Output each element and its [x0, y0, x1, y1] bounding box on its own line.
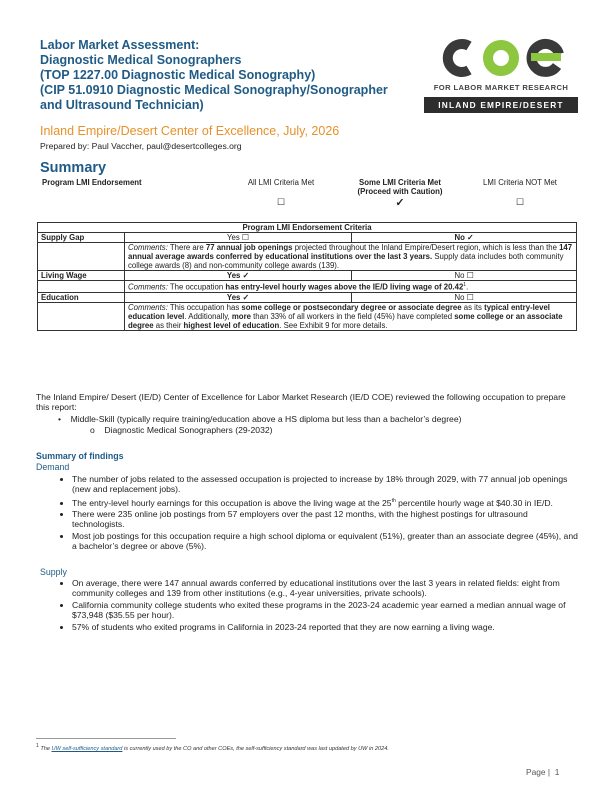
- demand-heading: Demand: [36, 462, 70, 472]
- title-line: (TOP 1227.00 Diagnostic Medical Sonography): [40, 68, 316, 82]
- education-comment-row: [38, 302, 577, 330]
- list-item: • California community college students who exited these programs in the 2023-24 academic year earned a median annual wage of $73,948 ($35.55 per hour).: [72, 600, 582, 621]
- option-not-met: LMI Criteria NOT Met ☐: [470, 178, 570, 208]
- comment-cell: Comments: There are 77 annual job openings projected throughout the Inland Empire/Desert region, which is less than the 147 annual average awards conferred by educational institutions over the last 3 years. Supply data includes both community college awards (8) and non-community college awards (139).: [125, 243, 577, 271]
- footnote-divider: [36, 738, 176, 739]
- title-line: and Ultrasound Technician): [40, 98, 204, 112]
- uw-standard-link[interactable]: UW self-sufficiency standard: [51, 745, 123, 752]
- table-header-row: [38, 223, 577, 233]
- title-line: Labor Market Assessment:: [40, 38, 200, 52]
- yes-cell: Yes ✓: [125, 271, 352, 281]
- no-cell: No ✓: [352, 233, 577, 243]
- no-cell: No ☐: [352, 292, 577, 302]
- supply-gap-comment-row: [38, 243, 577, 271]
- living-wage-row: [38, 271, 577, 281]
- option-all-met: All LMI Criteria Met ☐: [236, 178, 326, 208]
- criteria-table: [37, 222, 577, 331]
- comment-cell: Comments: This occupation has some college or postsecondary degree or associate degree as its typical entry-level education level. Additionally, more than 33% of all workers in the field (45%) have completed some college or an associate degree as their highest level of education. See Exhibit 9 for more details.: [125, 302, 577, 330]
- yes-cell: Yes ☐: [125, 233, 352, 243]
- yes-cell: Yes ✓: [125, 292, 352, 302]
- living-wage-comment-row: [38, 281, 577, 293]
- checkmark-icon[interactable]: ✓: [395, 197, 405, 209]
- list-item: • The entry-level hourly earnings for this occupation is above the living wage at the 25th percentile hourly wage at $40.30 in IE/D.: [72, 496, 582, 508]
- supply-list: [56, 578, 582, 633]
- endorsement-label: Program LMI Endorsement: [42, 178, 142, 187]
- supply-gap-row: [38, 233, 577, 243]
- criteria-label: Supply Gap: [38, 233, 125, 243]
- education-row: [38, 292, 577, 302]
- demand-list: [56, 474, 582, 553]
- logo-letter-c: [448, 44, 469, 72]
- report-title: [40, 38, 430, 113]
- option-some-met: Some LMI Criteria Met (Proceed with Caution) ✓: [340, 178, 460, 208]
- title-line: Diagnostic Medical Sonographers: [40, 53, 242, 67]
- comment-cell: Comments: The occupation has entry-level hourly wages above the IE/D living wage of 20.42$^1$.: [125, 281, 577, 293]
- summary-heading: Summary: [40, 160, 107, 176]
- list-item: • On average, there were 147 annual awards conferred by educational institutions over the last 3 years in related fields: eight from community colleges and 139 from other institutions (e.g., 4-year universities, private schools).: [72, 578, 582, 599]
- supply-heading: Supply: [40, 567, 67, 577]
- intro-bullet: • Middle-Skill (typically require training/education above a HS diploma but less than a bachelor’s degree): [58, 414, 462, 424]
- list-item: • There were 235 online job postings from 57 employers over the past 12 months, with the highest postings for ultrasound technologists.: [72, 509, 582, 530]
- coe-logo: [425, 36, 578, 80]
- list-item: • 57% of students who exited programs in California in 2023-24 reported that they are now earning a living wage.: [72, 622, 582, 632]
- list-item: • The number of jobs related to the assessed occupation is projected to increase by 18% through 2029, with 77 annual job openings (new and replacement jobs).: [72, 474, 582, 495]
- report-subtitle: Inland Empire/Desert Center of Excellence, July, 2026: [40, 124, 340, 138]
- no-cell: No ☐: [352, 271, 577, 281]
- intro-sub-bullet: o Diagnostic Medical Sonographers (29-2032): [90, 425, 273, 435]
- criteria-label: Living Wage: [38, 271, 125, 281]
- prepared-by: Prepared by: Paul Vaccher, paul@desertcolleges.org: [40, 141, 242, 151]
- footnote: $^1$ The UW self-sufficiency standard is currently used by the CO and other COEs, the self-sufficiency standard was last updated by UW in 2024.: [36, 743, 389, 752]
- logo-letter-o: [488, 45, 514, 71]
- logo-region: INLAND EMPIRE/DESERT: [424, 97, 578, 113]
- logo-tagline: FOR LABOR MARKET RESEARCH: [433, 83, 569, 92]
- checkbox-empty[interactable]: ☐: [515, 197, 525, 207]
- checkbox-empty[interactable]: ☐: [276, 197, 286, 207]
- criteria-heading: Program LMI Endorsement Criteria: [38, 223, 577, 233]
- intro-paragraph: The Inland Empire/ Desert (IE/D) Center of Excellence for Labor Market Research (IE/D COE) reviewed the following occupation to prepare this report:: [36, 392, 566, 413]
- page-number: Page | 1: [526, 767, 560, 777]
- criteria-label: Education: [38, 292, 125, 302]
- list-item: • Most job postings for this occupation require a high school diploma or equivalent (51%), greater than an associate degree (45%), and a bachelor’s degree or above (5%).: [72, 531, 582, 552]
- findings-heading: Summary of findings: [36, 451, 124, 461]
- title-line: (CIP 51.0910 Diagnostic Medical Sonography/Sonographer: [40, 83, 388, 97]
